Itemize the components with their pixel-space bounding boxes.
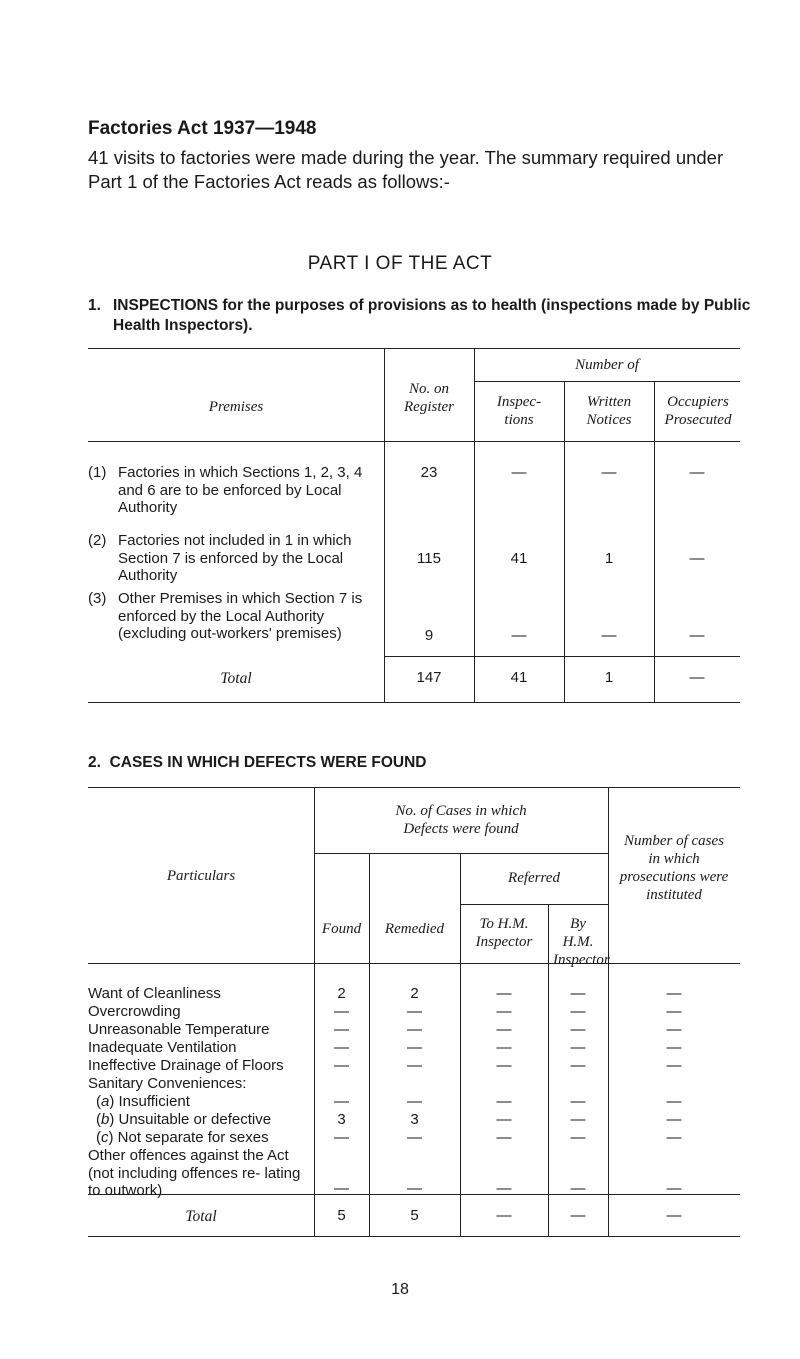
- col-to-hm-inspector: To H.M. Inspector: [475, 916, 533, 950]
- cell-written: —: [601, 627, 617, 644]
- cell-prosecutions: —: [666, 985, 682, 1002]
- cell-remedied: 2: [410, 985, 419, 1002]
- total-prosecutions: —: [666, 1207, 682, 1224]
- cell-found: —: [334, 1039, 349, 1056]
- cell-remedied: —: [407, 1039, 422, 1056]
- cell-register: 9: [424, 627, 434, 644]
- cell-by-hm: —: [570, 1111, 586, 1128]
- page-heading: Factories Act 1937—1948: [88, 118, 317, 139]
- cell-by-hm: —: [570, 1180, 586, 1197]
- cell-prosecutions: —: [666, 1093, 682, 1110]
- cell-prosecutions: —: [666, 1021, 682, 1038]
- cell-to-hm: —: [496, 1180, 512, 1197]
- cell-by-hm: —: [570, 1093, 586, 1110]
- cell-occupiers: —: [689, 550, 705, 567]
- section2-number: 2.: [88, 754, 101, 771]
- cell-written: 1: [604, 550, 614, 567]
- col-written-notices: Written Notices: [586, 394, 632, 428]
- cell-occupiers: —: [689, 464, 705, 481]
- col-particulars: Particulars: [166, 868, 236, 884]
- cell-found: —: [334, 1093, 349, 1110]
- cell-to-hm: —: [496, 1021, 512, 1038]
- cell-found: 2: [337, 985, 346, 1002]
- table-row-label: (b) Unsuitable or defective: [96, 1111, 272, 1128]
- cell-by-hm: —: [570, 985, 586, 1002]
- table-row-number: (2): [88, 532, 107, 549]
- table-row-number: (3): [88, 590, 107, 607]
- table-row-label: Factories not included in 1 in which Section 7 is enforced by the Local Authority: [118, 532, 352, 584]
- cell-to-hm: —: [496, 985, 512, 1002]
- cell-by-hm: —: [570, 1003, 586, 1020]
- cell-to-hm: —: [496, 1039, 512, 1056]
- cell-register: 115: [417, 550, 441, 567]
- col-number-of: Number of: [575, 357, 639, 373]
- col-referred: Referred: [508, 870, 560, 886]
- cell-found: —: [334, 1021, 349, 1038]
- part-title: PART I OF THE ACT: [307, 253, 493, 274]
- cell-by-hm: —: [570, 1021, 586, 1038]
- cell-found: —: [334, 1180, 349, 1197]
- cell-inspections: —: [511, 627, 527, 644]
- cell-remedied: —: [407, 1057, 422, 1074]
- col-cases-found: No. of Cases in which Defects were found: [395, 803, 527, 837]
- section1-title: INSPECTIONS for the purposes of provisions as to health (inspections made by Public Health Inspectors).: [113, 297, 751, 334]
- section2-heading: [88, 754, 426, 772]
- cell-by-hm: —: [570, 1039, 586, 1056]
- section1-number: 1.: [88, 297, 101, 314]
- col-prosecutions: Number of cases in which prosecutions were instituted: [619, 833, 729, 903]
- col-occupiers-prosecuted: Occupiers Prosecuted: [664, 394, 732, 428]
- col-found: Found: [321, 921, 362, 937]
- section1-heading: [88, 296, 760, 336]
- cell-found: 3: [337, 1111, 346, 1128]
- table-row-label: (c) Not separate for sexes: [96, 1129, 269, 1146]
- section2-title: CASES IN WHICH DEFECTS WERE FOUND: [109, 754, 427, 771]
- cell-to-hm: —: [496, 1129, 512, 1146]
- cell-written: —: [601, 464, 617, 481]
- cell-to-hm: —: [496, 1003, 512, 1020]
- cell-found: —: [334, 1057, 349, 1074]
- col-premises: Premises: [208, 399, 264, 415]
- col-inspections: Inspec- tions: [496, 394, 542, 428]
- total-by-hm: —: [570, 1207, 586, 1224]
- total-inspections: 41: [510, 669, 528, 686]
- table-row-label: Factories in which Sections 1, 2, 3, 4 and 6 are to be enforced by Local Authority: [118, 464, 363, 516]
- cell-occupiers: —: [689, 627, 705, 644]
- total-register: 147: [416, 669, 442, 686]
- cell-to-hm: —: [496, 1093, 512, 1110]
- cell-prosecutions: —: [666, 1129, 682, 1146]
- cell-by-hm: —: [570, 1129, 586, 1146]
- table-row-label: Other Premises in which Section 7 is enforced by the Local Authority (excluding out-workers' premises): [118, 590, 363, 642]
- table-row-label: Other offences against the Act (not including offences re- lating to outwork): [88, 1147, 301, 1199]
- total-written: 1: [604, 669, 614, 686]
- cell-prosecutions: —: [666, 1111, 682, 1128]
- table-row-number: (1): [88, 464, 107, 481]
- total-found: 5: [337, 1207, 346, 1224]
- cell-by-hm: —: [570, 1057, 586, 1074]
- col-remedied: Remedied: [384, 921, 445, 937]
- cell-prosecutions: —: [666, 1180, 682, 1197]
- cell-to-hm: —: [496, 1057, 512, 1074]
- cell-remedied: —: [407, 1180, 422, 1197]
- cell-prosecutions: —: [666, 1039, 682, 1056]
- table-row-label: Want of Cleanliness: [88, 985, 221, 1002]
- table-row-label: Unreasonable Temperature: [88, 1021, 270, 1038]
- total-occupiers: —: [689, 669, 705, 686]
- cell-prosecutions: —: [666, 1057, 682, 1074]
- cell-prosecutions: —: [666, 1003, 682, 1020]
- table-row-label: Overcrowding: [88, 1003, 181, 1020]
- col-register: No. on Register: [404, 381, 454, 415]
- cell-remedied: —: [407, 1003, 422, 1020]
- table-row-label: Ineffective Drainage of Floors: [88, 1057, 284, 1074]
- cell-remedied: 3: [410, 1111, 419, 1128]
- intro-paragraph: 41 visits to factories were made during the year. The summary required under Part 1 of the Factories Act reads as follows:-: [88, 147, 724, 192]
- table-row-label: Inadequate Ventilation: [88, 1039, 237, 1056]
- total-label: Total: [220, 670, 252, 687]
- total-to-hm: —: [496, 1207, 512, 1224]
- cell-inspections: 41: [510, 550, 528, 567]
- total-label: Total: [185, 1208, 217, 1225]
- cell-inspections: —: [511, 464, 527, 481]
- cell-remedied: —: [407, 1129, 422, 1146]
- table-row-label: (a) Insufficient: [96, 1093, 190, 1110]
- cell-found: —: [334, 1003, 349, 1020]
- cell-to-hm: —: [496, 1111, 512, 1128]
- cell-remedied: —: [407, 1021, 422, 1038]
- cell-found: —: [334, 1129, 349, 1146]
- page-number: 18: [391, 1281, 409, 1298]
- total-remedied: 5: [410, 1207, 419, 1224]
- cell-register: 23: [420, 464, 438, 481]
- col-by-hm-inspector: By H.M. Inspector: [553, 916, 610, 968]
- cell-remedied: —: [407, 1093, 422, 1110]
- table-row-label: Sanitary Conveniences:: [88, 1075, 247, 1092]
